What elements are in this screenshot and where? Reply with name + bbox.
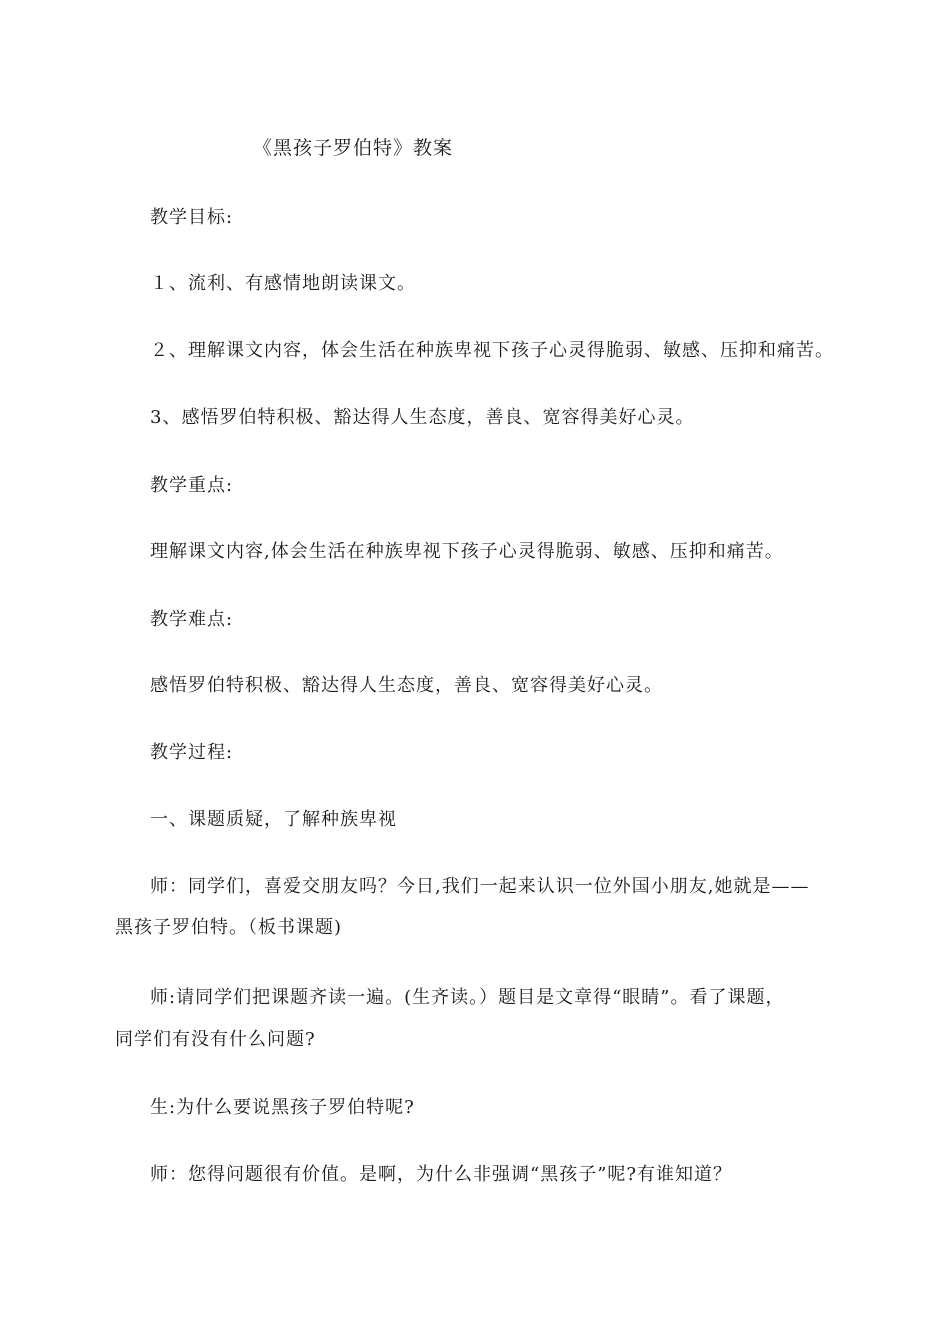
paragraph-1-line-2: 黑孩子罗伯特。（板书课题) — [115, 917, 343, 938]
objective-item-2: ２、理解课文内容，体会生活在种族卑视下孩子心灵得脆弱、敏感、压抑和痛苦。 — [150, 340, 834, 361]
objective-item-1: １、流利、有感情地朗读课文。 — [150, 273, 416, 294]
document-title: 《黑孩子罗伯特》教案 — [253, 137, 454, 159]
process-heading: 教学过程: — [150, 742, 234, 763]
paragraph-2-line-2: 同学们有没有什么问题? — [115, 1029, 316, 1050]
key-points-heading: 教学重点: — [150, 475, 234, 496]
difficulties-text: 感悟罗伯特积极、豁达得人生态度，善良、宽容得美好心灵。 — [150, 675, 663, 696]
difficulties-heading: 教学难点: — [150, 609, 234, 630]
objectives-heading: 教学目标: — [150, 207, 234, 228]
paragraph-2-line-1: 师:请同学们把课题齐读一遍。(生齐读。）题目是文章得“眼睛”。看了课题， — [150, 987, 785, 1008]
paragraph-4: 师：您得问题很有价值。是啊，为什么非强调“黑孩子”呢?有谁知道？ — [150, 1164, 733, 1185]
section-1-heading: 一、课题质疑，了解种族卑视 — [150, 809, 397, 830]
objective-item-3: 3、感悟罗伯特积极、豁达得人生态度，善良、宽容得美好心灵。 — [150, 407, 695, 428]
paragraph-1-line-1: 师：同学们，喜爱交朋友吗？今日,我们一起来认识一位外国小朋友,她就是—— — [150, 876, 810, 897]
paragraph-3: 生:为什么要说黑孩子罗伯特呢? — [150, 1097, 415, 1118]
key-points-text: 理解课文内容,体会生活在种族卑视下孩子心灵得脆弱、敏感、压抑和痛苦。 — [150, 541, 784, 562]
